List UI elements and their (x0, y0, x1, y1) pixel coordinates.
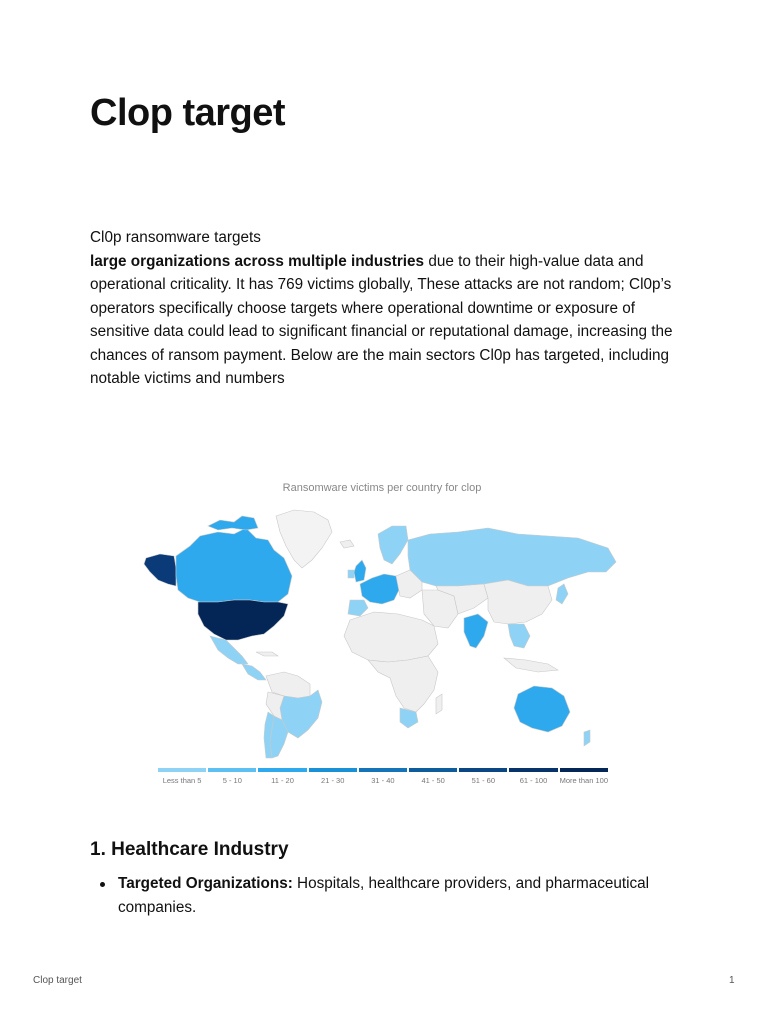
map-southeast-asia (508, 624, 530, 648)
legend-label: 31 - 40 (371, 776, 395, 785)
bullet-text: Hospitals, healthcare providers, and pharmaceutical companies. (118, 875, 650, 916)
map-madagascar (436, 694, 442, 714)
legend-label: More than 100 (559, 776, 608, 785)
map-central-africa (368, 656, 438, 712)
map-iceland (340, 540, 354, 548)
legend-item (359, 768, 407, 785)
bullet-bold-label: Targeted Organizations: (118, 875, 293, 892)
map-central-america (242, 664, 266, 680)
map-usa (198, 600, 288, 640)
map-legend (158, 768, 608, 785)
legend-swatch (158, 768, 206, 772)
intro-line1: Cl0p ransomware targets (90, 229, 261, 246)
legend-swatch (509, 768, 557, 772)
footer-doc-title: Clop target (33, 975, 82, 986)
legend-item (560, 768, 608, 785)
map-new-zealand (584, 730, 590, 746)
intro-bold: large organizations across multiple industries (90, 252, 425, 270)
world-map (138, 476, 626, 766)
map-scandinavia (378, 526, 408, 564)
map-ireland (348, 570, 354, 578)
legend-swatch (359, 768, 407, 772)
map-cuba (256, 652, 278, 656)
legend-swatch (208, 768, 256, 772)
map-australia (514, 686, 570, 732)
world-map-figure (138, 476, 626, 796)
page-title: Clop target (90, 92, 286, 134)
healthcare-bullets (90, 872, 690, 920)
section-heading-healthcare: 1. Healthcare Industry (90, 839, 289, 860)
map-canada-islands (208, 516, 258, 530)
legend-label: 41 - 50 (421, 776, 445, 785)
list-item (90, 872, 690, 920)
map-china (484, 580, 552, 624)
legend-label: 51 - 60 (471, 776, 495, 785)
map-japan (556, 584, 568, 604)
map-alaska (144, 554, 176, 586)
legend-item (459, 768, 507, 785)
intro-rest: due to their high-value data and operational criticality. It has 769 victims globally, These attacks are not random; Cl0p’s operators specifically choose targets where operational downtime or exposure of sensitive data could lead to significant financial or reputational damage, increasing the chances of ransom payment. Below are the main sectors Cl0p has targeted, including notable victims and numbers (90, 252, 673, 387)
map-western-europe (360, 574, 400, 604)
map-uk (354, 560, 366, 582)
legend-item (409, 768, 457, 785)
legend-swatch (258, 768, 306, 772)
map-north-africa (344, 612, 438, 662)
map-canada (176, 528, 292, 602)
map-title: Ransomware victims per country for clop (282, 482, 482, 494)
legend-label: 61 - 100 (519, 776, 548, 785)
map-india (464, 614, 488, 648)
legend-swatch (560, 768, 608, 772)
map-spain (348, 600, 368, 616)
legend-label: 21 - 30 (321, 776, 345, 785)
map-indonesia (504, 658, 558, 672)
map-russia (408, 528, 616, 586)
legend-item (258, 768, 306, 785)
legend-label: Less than 5 (162, 776, 202, 785)
legend-item (309, 768, 357, 785)
legend-item (158, 768, 206, 785)
legend-label: 11 - 20 (271, 776, 294, 785)
legend-label: 5 - 10 (222, 776, 242, 785)
legend-swatch (309, 768, 357, 772)
legend-swatch (459, 768, 507, 772)
intro-paragraph (90, 226, 690, 391)
legend-item (509, 768, 557, 785)
legend-swatch (409, 768, 457, 772)
footer-page-number: 1 (729, 975, 735, 986)
bullet-dot (100, 882, 105, 887)
legend-item (208, 768, 256, 785)
